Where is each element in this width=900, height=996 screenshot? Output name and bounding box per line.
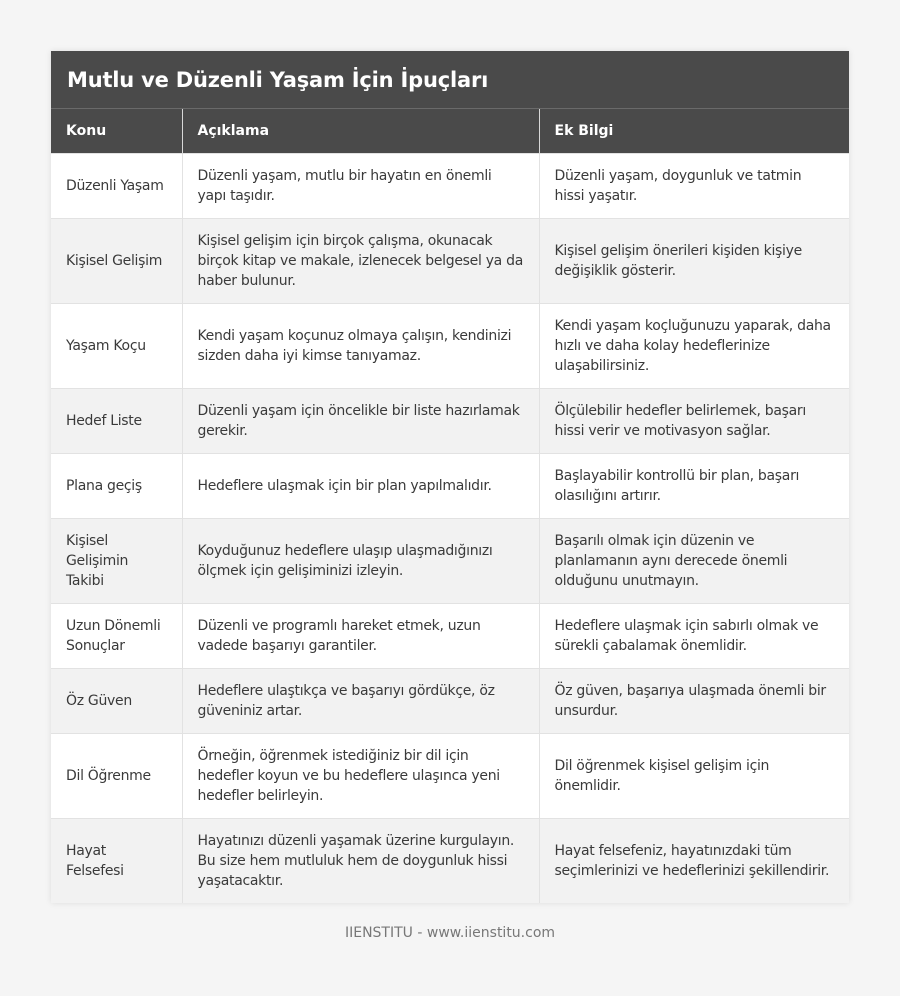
- header-row: [51, 109, 849, 154]
- cell-description: Hayatınızı düzenli yaşamak üzerine kurgulayın. Bu size hem mutluluk hem de doygunluk hissi yaşatacaktır.: [182, 819, 539, 904]
- cell-topic: Dil Öğrenme: [51, 734, 182, 819]
- table-row: [51, 669, 849, 734]
- cell-extra: Öz güven, başarıya ulaşmada önemli bir unsurdur.: [539, 669, 849, 734]
- footer-credit: IIENSTITU - www.iienstitu.com: [344, 925, 556, 941]
- cell-description: Düzenli ve programlı hareket etmek, uzun vadede başarıyı garantiler.: [182, 604, 539, 669]
- cell-extra: Kendi yaşam koçluğunuzu yaparak, daha hızlı ve daha kolay hedeflerinize ulaşabilirsiniz.: [539, 304, 849, 389]
- cell-topic: Düzenli Yaşam: [51, 154, 182, 219]
- cell-extra: Düzenli yaşam, doygunluk ve tatmin hissi yaşatır.: [539, 154, 849, 219]
- cell-topic: Kişisel Gelişimin Takibi: [51, 519, 182, 604]
- cell-topic: Öz Güven: [51, 669, 182, 734]
- tips-table: [51, 109, 849, 903]
- table-row: [51, 519, 849, 604]
- cell-description: Kişisel gelişim için birçok çalışma, okunacak birçok kitap ve makale, izlenecek belgesel ya da haber bulunur.: [182, 219, 539, 304]
- cell-description: Örneğin, öğrenmek istediğiniz bir dil için hedefler koyun ve bu hedeflere ulaşınca yeni hedefler belirleyin.: [182, 734, 539, 819]
- table-title: Mutlu ve Düzenli Yaşam İçin İpuçları: [51, 51, 849, 109]
- cell-description: Düzenli yaşam, mutlu bir hayatın en önemli yapı taşıdır.: [182, 154, 539, 219]
- cell-extra: Hedeflere ulaşmak için sabırlı olmak ve sürekli çabalamak önemlidir.: [539, 604, 849, 669]
- cell-description: Düzenli yaşam için öncelikle bir liste hazırlamak gerekir.: [182, 389, 539, 454]
- cell-topic: Kişisel Gelişim: [51, 219, 182, 304]
- table-row: [51, 389, 849, 454]
- table-row: [51, 154, 849, 219]
- cell-topic: Hedef Liste: [51, 389, 182, 454]
- cell-topic: Plana geçiş: [51, 454, 182, 519]
- cell-description: Kendi yaşam koçunuz olmaya çalışın, kendinizi sizden daha iyi kimse tanıyamaz.: [182, 304, 539, 389]
- table-row: [51, 819, 849, 904]
- table-row: [51, 734, 849, 819]
- cell-extra: Kişisel gelişim önerileri kişiden kişiye değişiklik gösterir.: [539, 219, 849, 304]
- cell-description: Koyduğunuz hedeflere ulaşıp ulaşmadığınızı ölçmek için gelişiminizi izleyin.: [182, 519, 539, 604]
- cell-extra: Başlayabilir kontrollü bir plan, başarı olasılığını artırır.: [539, 454, 849, 519]
- column-header-topic: Konu: [51, 109, 182, 154]
- cell-topic: Yaşam Koçu: [51, 304, 182, 389]
- cell-description: Hedeflere ulaştıkça ve başarıyı gördükçe, öz güveniniz artar.: [182, 669, 539, 734]
- table-row: [51, 304, 849, 389]
- table-row: [51, 604, 849, 669]
- cell-topic: Uzun Dönemli Sonuçlar: [51, 604, 182, 669]
- column-header-extra-info: Ek Bilgi: [539, 109, 849, 154]
- cell-extra: Ölçülebilir hedefler belirlemek, başarı hissi verir ve motivasyon sağlar.: [539, 389, 849, 454]
- column-header-description: Açıklama: [182, 109, 539, 154]
- cell-topic: Hayat Felsefesi: [51, 819, 182, 904]
- cell-extra: Dil öğrenmek kişisel gelişim için önemlidir.: [539, 734, 849, 819]
- cell-description: Hedeflere ulaşmak için bir plan yapılmalıdır.: [182, 454, 539, 519]
- cell-extra: Başarılı olmak için düzenin ve planlamanın aynı derecede önemli olduğunu unutmayın.: [539, 519, 849, 604]
- table-row: [51, 219, 849, 304]
- tips-table-card: [51, 51, 849, 903]
- table-row: [51, 454, 849, 519]
- cell-extra: Hayat felsefeniz, hayatınızdaki tüm seçimlerinizi ve hedeflerinizi şekillendirir.: [539, 819, 849, 904]
